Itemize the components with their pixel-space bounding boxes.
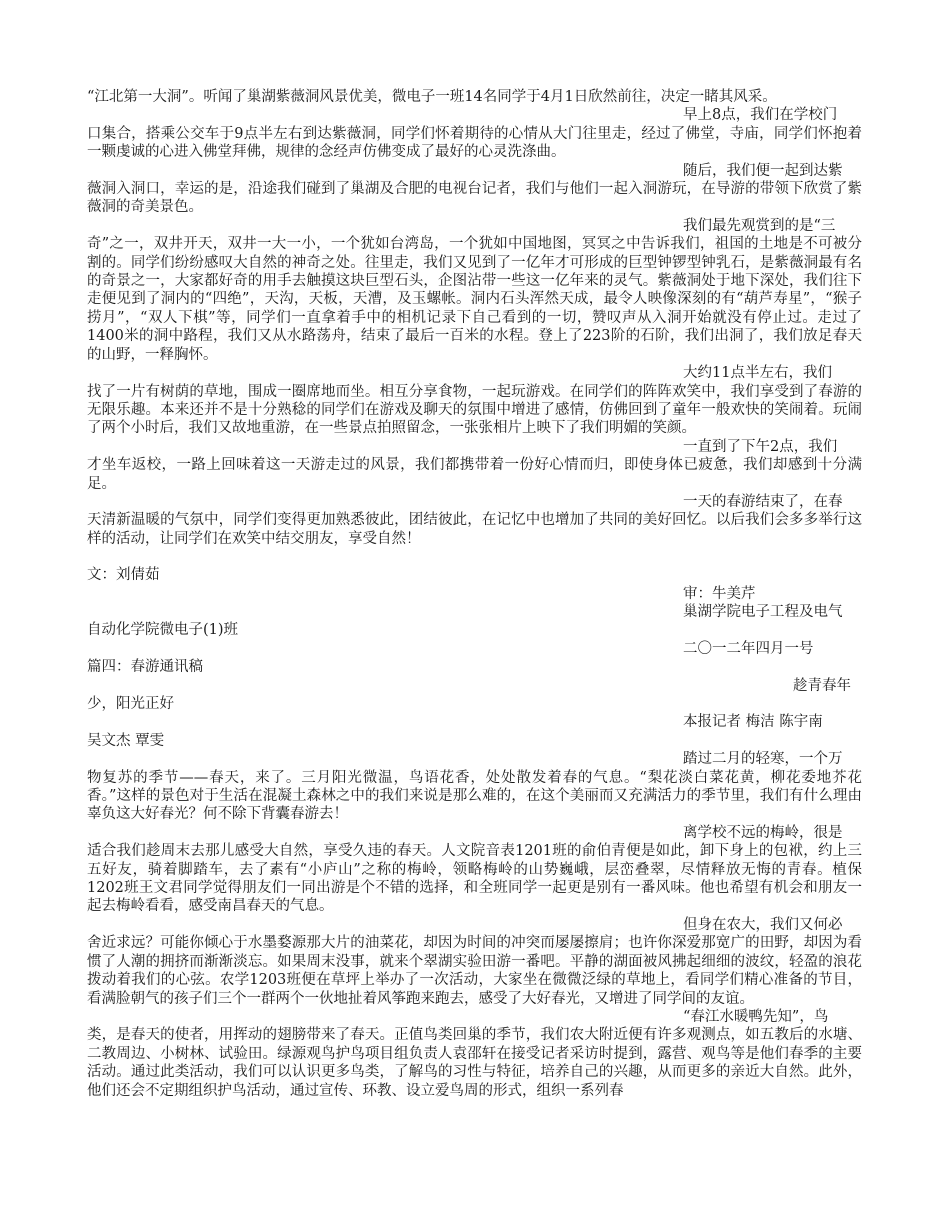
paragraph-3-lead: 随后，我们便一起到达紫 [683,162,843,179]
paragraph-6-lead: 一直到了下午2点，我们 [683,438,838,455]
reviewer-credit: 审：牛美芹 [683,585,756,602]
paragraph-8-lead: 踏过二月的轻寒，一个万 [683,751,843,768]
article-title-line-1: 趁青春年 [793,677,851,694]
paragraph-5-lead: 大约11点半左右，我们 [683,365,832,382]
paragraph-2-lead: 早上8点，我们在学校门 [683,107,838,124]
paragraph-4: 奇”之一，双井开天，双井一大一小，一个犹如台湾岛，一个犹如中国地图，冥冥之中告诉我们，祖国的土地是不可被分割的。同学们纷纷感叹大自然的神奇之处。往里走，我们又见到了一亿年才可形成的巨型钟锣型钟乳石，是紫薇洞最有名的奇景之一，大家都好奇的用手去触摸这块巨型石头，企图沾带一些这一亿年来的灵气。紫薇洞处于地下深处，我们往下走便见到了洞内的“四绝”，天沟，天板，天漕，及玉螺帐。洞内石头浑然天成，最令人映像深刻的有“葫芦寿星”，“猴子捞月”，“双人下棋”等，同学们一直拿着手中的相机记录下自己看到的一切，赞叹声从入洞开始就没有停止过。走过了1400米的洞中路程，我们又从水路荡舟，结束了最后一百米的水程。登上了223阶的石阶，我们出洞了，我们放足春天的山野，一释胸怀。 [87,236,862,363]
article-title-line-2: 少，阳光正好 [87,696,174,712]
paragraph-11: 类，是春天的使者，用挥动的翅膀带来了春天。正值鸟类回巢的季节，我们农大附近便有许多观测点，如五教后的水塘、二教周边、小树林、试验田。绿源观鸟护鸟项目组负责人袁邵轩在接受记者采访时提到，露营、观鸟等是他们春季的主要活动。通过此类活动，我们可以认识更多鸟类，了解鸟的习性与特征，培养自己的兴趣，从而更多的亲近大自然。此外，他们还会不定期组织护鸟活动，通过宣传、环教、设立爱鸟周的形式，组织一系列春 [87,1027,862,1099]
paragraph-9: 适合我们趁周末去那儿感受大自然，享受久违的春天。人文院音表1201班的俞伯青便是如此，卸下身上的包袱，约上三五好友，骑着脚踏车，去了素有“小庐山”之称的梅岭，领略梅岭的山势巍峨，层峦叠翠，尽情释放无悔的青春。植保1202班王文君同学觉得朋友们一同出游是个不错的选择，和全班同学一起更是别有一番风味。他也希望有机会和朋友一起去梅岭看看，感受南昌春天的气息。 [87,843,862,915]
author-credit: 文：刘倩茹 [87,567,160,584]
organization-line-1: 巢湖学院电子工程及电气 [683,603,843,620]
reporters-line-1: 本报记者 梅洁 陈宇南 [683,714,823,731]
paragraph-8: 物复苏的季节——春天，来了。三月阳光微温，鸟语花香，处处散发着春的气息。“梨花淡白菜花黄，柳花委地芥花香。”这样的景色对于生活在混凝土森林之中的我们来说是那么难的，在这个美丽而又充满活力的季节里，我们有什么理由辜负这大好春光？何不除下背囊春游去！ [87,769,862,823]
reporters-line-2: 吴文杰 覃雯 [87,732,165,749]
paragraph-7-lead: 一天的春游结束了，在春 [683,493,843,510]
paragraph-1: “江北第一大洞”。听闻了巢湖紫薇洞风景优美，微电子一班14名同学于4月1日欣然前往，决定一睹其风采。 [87,89,777,105]
paragraph-11-lead: “春江水暖鸭先知”，鸟 [683,1008,829,1025]
document-page [87,88,862,1100]
paragraph-6: 才坐车返校，一路上回味着这一天游走过的风景，我们都携带着一份好心情而归，即使身体已疲惫，我们却感到十分满足。 [87,457,862,492]
organization-line-2: 自动化学院微电子(1)班 [87,622,239,639]
section-heading: 篇四：春游通讯稿 [87,659,203,676]
paragraph-5: 找了一片有树荫的草地，围成一圈席地而坐。相互分享食物，一起玩游戏。在同学们的阵阵欢笑中，我们享受到了春游的无限乐趣。本来还并不是十分熟稔的同学们在游戏及聊天的氛围中增进了感情，仿佛回到了童年一般欢快的笑闹着。玩闹了两个小时后，我们又故地重游，在一些景点拍照留念，一张张相片上映下了我们明媚的笑颜。 [87,383,862,437]
paragraph-3: 薇洞入洞口，幸运的是，沿途我们碰到了巢湖及合肥的电视台记者，我们与他们一起入洞游玩，在导游的带领下欣赏了紫薇洞的奇美景色。 [87,181,862,216]
paragraph-10: 舍近求远？可能你倾心于水墨婺源那大片的油菜花，却因为时间的冲突而屡屡擦肩；也许你深爱那宽广的田野，却因为看惯了人潮的拥挤而渐渐淡忘。如果周末没事，就来个翠湖实验田游一番吧。平静的湖面被风拂起细细的波纹，轻盈的浪花拨动着我们的心弦。农学1203班便在草坪上举办了一次活动，大家坐在微微泛绿的草地上，看同学们精心准备的节目，看满脸朝气的孩子们三个一群两个一伙地扯着风筝跑来跑去，感受了大好春光，又增进了同学间的友谊。 [87,935,862,1007]
paragraph-4-lead: 我们最先观赏到的是“三 [683,217,836,234]
paragraph-7: 天清新温暖的气氛中，同学们变得更加熟悉彼此，团结彼此，在记忆中也增加了共同的美好回忆。以后我们会多多举行这样的活动，让同学们在欢笑中结交朋友，享受自然！ [87,512,862,547]
paragraph-2: 口集合，搭乘公交车于9点半左右到达紫薇洞，同学们怀着期待的心情从大门往里走，经过了佛堂，寺庙，同学们怀抱着一颗虔诚的心进入佛堂拜佛，规律的念经声仿佛变成了最好的心灵洗涤曲。 [87,125,862,161]
publish-date: 二〇一二年四月一号 [683,640,814,657]
paragraph-10-lead: 但身在农大，我们又何必 [683,916,843,933]
paragraph-9-lead: 离学校不远的梅岭，很是 [683,824,843,841]
